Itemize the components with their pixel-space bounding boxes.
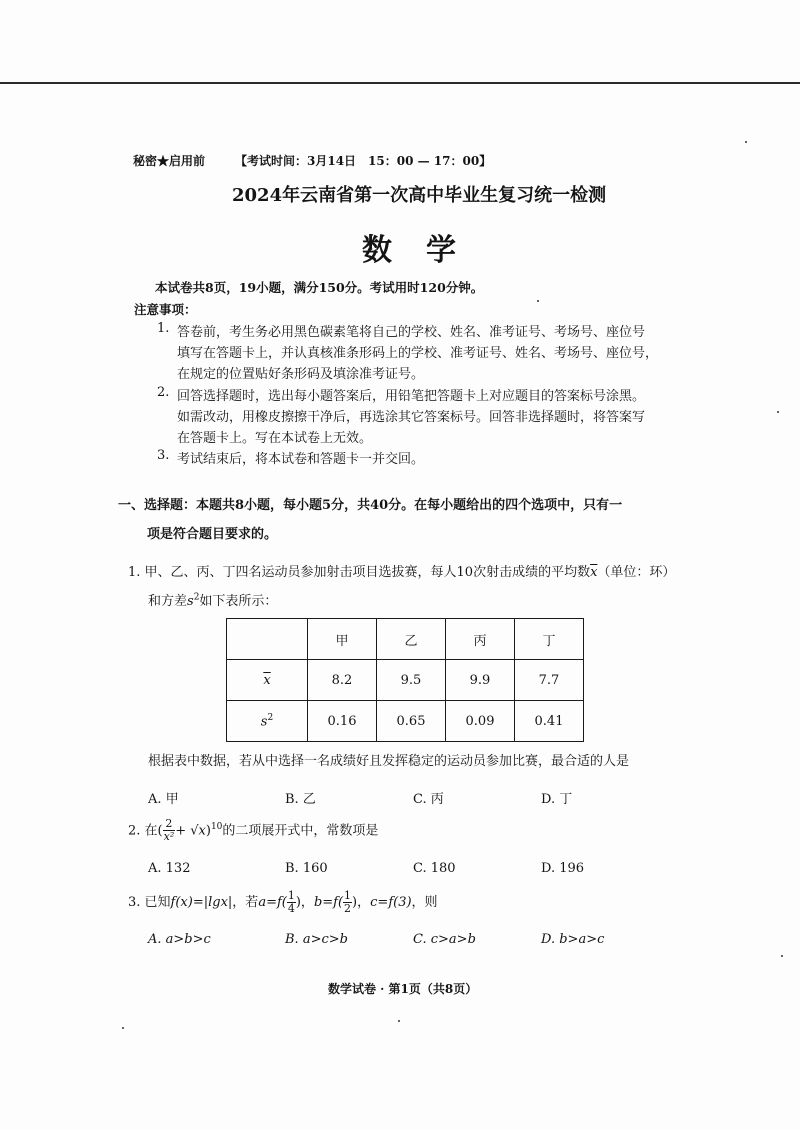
question-1-stem: [128, 561, 675, 580]
question-3-text: ，: [300, 895, 314, 910]
table-cell: 0.16: [308, 701, 377, 742]
scan-speck: [537, 300, 539, 302]
table-row-variance: [227, 701, 584, 742]
close-paren: ): [205, 823, 211, 839]
root-term: + √x: [175, 823, 206, 839]
table-header-cell: 甲: [308, 619, 377, 660]
scan-speck: [781, 955, 783, 957]
c-definition: c=f(3): [370, 895, 412, 910]
exam-title: 2024年云南省第一次高中毕业生复习统一检测: [232, 185, 607, 206]
table-cell: 8.2: [308, 660, 377, 701]
table-cell: 0.09: [446, 701, 515, 742]
binomial-exponent: 10: [210, 822, 223, 832]
paper-summary: 本试卷共8页，19小题，满分150分。考试用时120分钟。: [155, 280, 484, 295]
fraction: [343, 890, 352, 915]
notice-heading: 注意事项：: [134, 302, 197, 317]
variance-exponent: 2: [193, 592, 200, 603]
table-cell: 0.41: [515, 701, 584, 742]
table-header-cell: [227, 619, 308, 660]
fraction-denominator: 4: [287, 902, 295, 915]
fraction-numerator: 1: [344, 889, 352, 902]
notice-line: 填写在答题卡上，并认真核准条形码上的学校、准考证号、姓名、考场号、座位号，: [177, 346, 659, 361]
table-header-cell: 丙: [446, 619, 515, 660]
option-a: A. a>b>c: [148, 932, 211, 947]
scan-speck: [745, 141, 747, 143]
notice-line: 在答题卡上。写在本试卷上无效。: [177, 431, 373, 446]
page-footer: 数学试卷 · 第1页（共8页）: [328, 982, 478, 996]
option-c: C. 180: [413, 861, 456, 876]
question-1-text: 如下表所示：: [199, 594, 278, 609]
fraction-denominator: x²: [163, 830, 175, 844]
scan-speck: [777, 411, 779, 413]
question-3-text: ，: [357, 895, 371, 910]
notice-line: 如需改动，用橡皮擦擦干净后，再选涂其它答案标号。回答非选择题时，将答案写: [177, 410, 646, 425]
notice-line: 在规定的位置贴好条形码及填涂准考证号。: [177, 367, 425, 382]
option-c: C. 丙: [413, 792, 444, 807]
notice-line: 答卷前，考生务必用黑色碳素笔将自己的学校、姓名、准考证号、考场号、座位号: [177, 325, 646, 340]
table-cell: 9.9: [446, 660, 515, 701]
fraction: [287, 890, 296, 915]
notice-number: 3.: [157, 448, 170, 463]
question-1-stem-line2: [148, 590, 277, 609]
table-cell: 7.7: [515, 660, 584, 701]
option-a: A. 132: [148, 861, 191, 876]
a-definition: a=f(: [258, 895, 287, 910]
question-1-text: 和方差: [148, 594, 188, 609]
table-row-label: [227, 701, 308, 742]
question-2-stem: [128, 814, 378, 844]
mean-symbol: $\overline{x}$: [590, 565, 598, 580]
option-c: C. c>a>b: [413, 932, 476, 947]
question-3-stem: [128, 889, 438, 917]
section-heading: 一、选择题：本题共8小题，每小题5分，共40分。在每小题给出的四个选项中，只有一: [118, 498, 623, 513]
option-a: A. 甲: [148, 792, 179, 807]
question-3-text: ，则: [411, 895, 438, 910]
section-heading-cont: 项是符合题目要求的。: [147, 527, 278, 542]
table-cell: 9.5: [377, 660, 446, 701]
table-header-cell: 丁: [515, 619, 584, 660]
b-definition: b=f(: [313, 895, 344, 910]
option-d: D. 196: [541, 861, 585, 876]
option-d: D. b>a>c: [541, 932, 605, 947]
table-cell: 0.65: [377, 701, 446, 742]
option-b: B. 乙: [285, 792, 316, 807]
notice-line: 回答选择题时，选出每小题答案后，用铅笔把答题卡上对应题目的答案标号涂黑。: [177, 389, 646, 404]
table-row-mean: [227, 660, 584, 701]
question-3-text: ，若: [232, 895, 259, 910]
variance-symbol: s: [187, 594, 194, 609]
close-paren: ): [352, 895, 358, 910]
variance-label-base: s: [260, 714, 268, 730]
question-2-text: 的二项展开式中，常数项是: [222, 823, 379, 839]
question-2-text: 2. 在(: [128, 823, 163, 839]
notice-number: 1.: [157, 321, 170, 336]
question-1-prompt: 根据表中数据，若从中选择一名成绩好且发挥稳定的运动员参加比赛，最合适的人是: [148, 754, 630, 769]
top-border-line: [0, 82, 800, 84]
option-b: B. a>c>b: [285, 932, 348, 947]
fraction-numerator: 2: [163, 818, 176, 831]
fraction-numerator: 1: [287, 889, 295, 902]
fraction-denominator: 2: [344, 902, 352, 915]
question-1-stem-text: 1. 甲、乙、丙、丁四名运动员参加射击项目选拔赛，每人10次射击成绩的平均数: [128, 565, 591, 580]
function-definition: f(x)=|lgx|: [170, 895, 233, 910]
confidential-label: 秘密★启用前: [133, 154, 206, 168]
option-b: B. 160: [285, 861, 328, 876]
scan-speck: [122, 1027, 124, 1029]
close-paren: ): [295, 895, 301, 910]
table-row-label: $\overline{x}$: [227, 660, 308, 701]
exam-time: 【考试时间：3月14日 15：00 — 17：00】: [235, 154, 492, 168]
fraction: [163, 818, 176, 843]
question-1-unit: （单位：环）: [597, 565, 676, 580]
table-header-row: [227, 619, 584, 660]
notice-number: 2.: [157, 385, 170, 400]
question-3-text: 3. 已知: [128, 895, 171, 910]
variance-label-exp: 2: [267, 712, 274, 723]
athlete-stats-table: [226, 618, 584, 742]
table-header-cell: 乙: [377, 619, 446, 660]
scan-speck: [398, 1020, 400, 1022]
notice-line: 考试结束后，将本试卷和答题卡一并交回。: [177, 452, 425, 467]
subject-title: 数学: [362, 233, 490, 268]
option-d: D. 丁: [541, 792, 573, 807]
